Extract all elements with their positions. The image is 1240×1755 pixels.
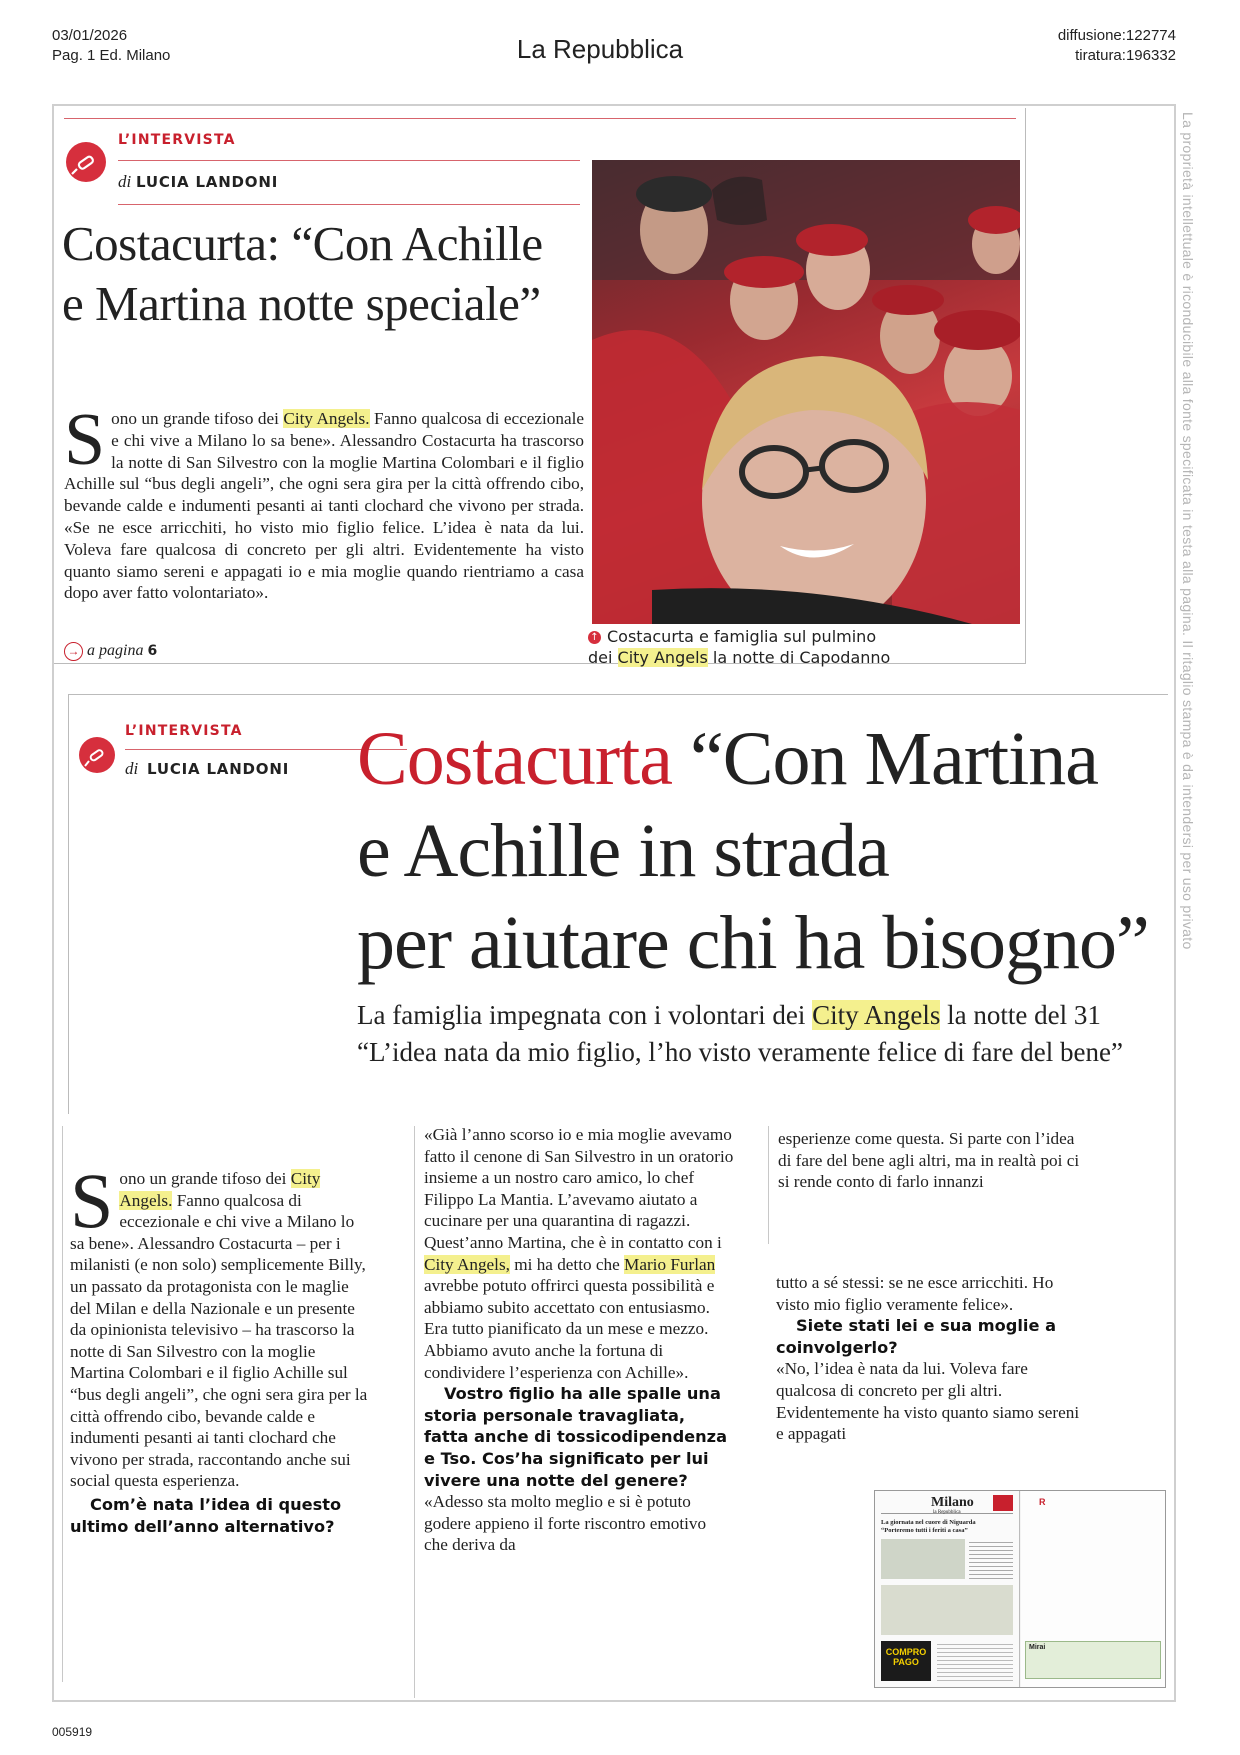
thumbnail-photo-2 [881, 1585, 1013, 1635]
subheadline2: “L’idea nata da mio figlio, l’ho visto veramente felice di fare del bene” [357, 1037, 1123, 1067]
diffusione: diffusione:122774 [1057, 27, 1176, 44]
subheadline1-highlight: City Angels [812, 1000, 941, 1030]
date: 03/01/2026 [52, 27, 128, 44]
thumbnail-red-badge [993, 1495, 1013, 1511]
footer-code: 005919 [52, 1725, 93, 1739]
thumbnail-ad-brand: PAGO [893, 1657, 919, 1667]
inner-article-header [68, 694, 1168, 1114]
tiratura: tiratura:196332 [1075, 47, 1176, 64]
byline-name: LUCIA LANDONI [136, 173, 279, 191]
headline-line2: e Achille in strada [357, 809, 889, 893]
front-body-post: Fanno qualcosa di eccezionale e chi vive a Milano lo sa bene». Alessandro Costacurta ha trascorso la notte di San Silvestro con la moglie Martina Colombari e il figlio Achille sul “bus degli angeli”, che ogni sera gira per la città offrendo cibo, bevande calde e indumenti pesanti ai tanti clochard che vivono per strada. «Se ne esce arricchiti, ho visto mio figlio felice. L’idea è nata da lui. Voleva fare qualcosa di concreto per gli altri. Evidentemente ha visto quanto siamo sereni e appagati io e mia moglie quando rientriamo a casa dopo aver fatto volontariato». [64, 409, 584, 603]
arrow-up-circle-icon: ↑ [588, 631, 601, 644]
front-headline-line2: e Martina notte speciale” [62, 276, 541, 331]
subheadline1-pre: La famiglia impegnata con i volontari dei [357, 1000, 813, 1030]
thumbnail-ad [881, 1641, 931, 1681]
thumbnail-text-lines [969, 1539, 1013, 1579]
page-ref-number: 6 [147, 643, 158, 660]
newspaper-name: La Repubblica [516, 34, 684, 64]
inner-kicker: L’INTERVISTA [125, 723, 243, 739]
column-2-text-c: avrebbe potuto offrirci questa possibilità e abbiamo subito accettato con entusiasmo. Era tutto pianificato da un mese e mezzo. Abbiamo avuto anche la fortuna di condividere l’esperienza con Achille». [424, 1276, 715, 1382]
caption-line1: Costacurta e famiglia sul pulmino [607, 627, 877, 646]
dropcap: S [64, 399, 106, 481]
thumbnail-photo [881, 1539, 965, 1579]
arrow-right-circle-icon: → [64, 642, 83, 661]
microphone-icon [79, 737, 115, 773]
question-3: Siete stati lei e sua moglie a coinvolgerlo? [776, 1316, 1057, 1357]
inner-byline-name: LUCIA LANDONI [147, 760, 290, 778]
front-body-pre: ono un grande tifoso dei [111, 409, 284, 428]
highlight-city-angels: City Angels. [283, 409, 370, 428]
photo-caption [588, 626, 1008, 668]
column-2-highlight-2: Mario Furlan [624, 1254, 716, 1274]
thumbnail-ad-text: COMPRO [885, 1647, 927, 1657]
column-rule [414, 1126, 415, 1698]
column-1-highlight: City Angels. [119, 1169, 321, 1210]
page-ref-prefix: a pagina [87, 642, 144, 660]
headline-line1-rest: “Con Martina [672, 717, 1099, 801]
inner-headline [357, 713, 1157, 989]
front-headline [62, 214, 582, 334]
thumbnail-masthead: Milano [931, 1495, 974, 1510]
page-edition: Pag. 1 Ed. Milano [52, 47, 171, 64]
thumbnail-masthead-bar [881, 1495, 1013, 1514]
subheadline1-post: la notte del 31 [940, 1000, 1101, 1030]
kicker: L’INTERVISTA [118, 132, 236, 148]
inner-subheadline [357, 997, 1157, 1071]
copyright-watermark: La proprietà intellettuale è riconducibile alla fonte specificata in testa alla pagina. Il ritaglio stampa è da intendersi per uso privato [1180, 112, 1196, 950]
caption-highlight: City Angels [617, 648, 708, 667]
thumbnail-text-lines [937, 1641, 1013, 1681]
column-2 [424, 1124, 734, 1556]
inner-byline [125, 759, 289, 779]
thumbnail-left-page [875, 1491, 1020, 1687]
caption-pre: dei [588, 648, 618, 667]
thumbnail-r-logo: R [1039, 1497, 1046, 1507]
microphone-icon [66, 142, 106, 182]
top-rule [64, 118, 1016, 119]
kicker-rule [118, 160, 580, 161]
column-rule [768, 1126, 769, 1244]
question-2: Vostro figlio ha alle spalle una storia personale travagliata, fatta anche di tossicodipendenza e Tso. Cos’ha significato per lui vivere una notte del genere? [424, 1384, 728, 1490]
inner-byline-prefix: di [125, 759, 139, 778]
byline [118, 172, 278, 192]
column-3 [776, 1272, 1086, 1445]
page-reference[interactable] [64, 642, 157, 661]
front-article [54, 108, 1026, 667]
column-2-highlight-1: City Angels, [424, 1254, 510, 1274]
thumbnail-ad-right [1025, 1641, 1161, 1679]
caption-post: la notte di Capodanno [707, 648, 891, 667]
page-thumbnail [874, 1490, 1166, 1688]
column-3-top: esperienze come questa. Si parte con l’idea di fare del bene agli altri, ma in realtà poi ci si rende conto di farlo innanzi [778, 1129, 1080, 1192]
thumbnail-right-label: Mirai [1029, 1644, 1046, 1651]
column-3-text: tutto a sé stessi: se ne esce arricchiti. Ho visto mio figlio veramente felice». [776, 1273, 1054, 1314]
column-1-pre: ono un grande tifoso dei [119, 1169, 291, 1188]
headline-line3: per aiutare chi ha bisogno” [357, 901, 1149, 985]
column-2-text-b: mi ha detto che [509, 1254, 625, 1274]
column-3-answer: «No, l’idea è nata da lui. Voleva fare qualcosa di concreto per gli altri. Evidentemente ha visto quanto siamo sereni e appagati [776, 1359, 1080, 1444]
front-headline-line1: Costacurta: “Con Achille [62, 216, 543, 271]
group-photo [592, 160, 1020, 624]
column-1-text: Fanno qualcosa di eccezionale e chi vive a Milano lo sa bene». Alessandro Costacurta – per i milanisti (e non solo) semplicemente Billy, un passato da protagonista con le maglie del Milan e della Nazionale e un presente da opinionista televisivo – ha trascorso la notte di San Silvestro con la moglie Martina Colombari e il figlio Achille sul “bus degli angeli”, che ogni sera gira per la città offrendo cibo, bevande calde e indumenti pesanti ai tanti clochard che vivono per strada, raccontando anche sui social questa esperienza. [70, 1190, 368, 1491]
column-rule [62, 1126, 63, 1682]
column-1-dropcap: S [70, 1157, 114, 1244]
headline-name-red: Costacurta [357, 717, 673, 801]
column-2-text-a: «Già l’anno scorso io e mia moglie avevamo fatto il cenone di San Silvestro in un oratorio insieme a un nostro caro amico, lo chef Filippo La Mantia. L’avevamo aiutato a cucinare per una quarantina di ragazzi. Quest’anno Martina, che è in contatto con i [424, 1125, 734, 1252]
thumbnail-headline: La giornata nel cuore di Niguarda “Porteremo tutti i feriti a casa” [881, 1519, 976, 1534]
column-2-text-d: «Adesso sta molto meglio e si è potuto godere appieno il forte riscontro emotivo che deriva da [424, 1492, 707, 1555]
question-1: Com’è nata l’idea di questo ultimo dell’anno alternativo? [70, 1494, 342, 1536]
byline-rule [118, 204, 580, 205]
thumbnail-paper: la Repubblica [933, 1510, 961, 1515]
front-body [64, 399, 584, 604]
byline-prefix: di [118, 172, 132, 191]
column-1 [70, 1157, 370, 1537]
thumbnail-right-page [1021, 1491, 1165, 1687]
